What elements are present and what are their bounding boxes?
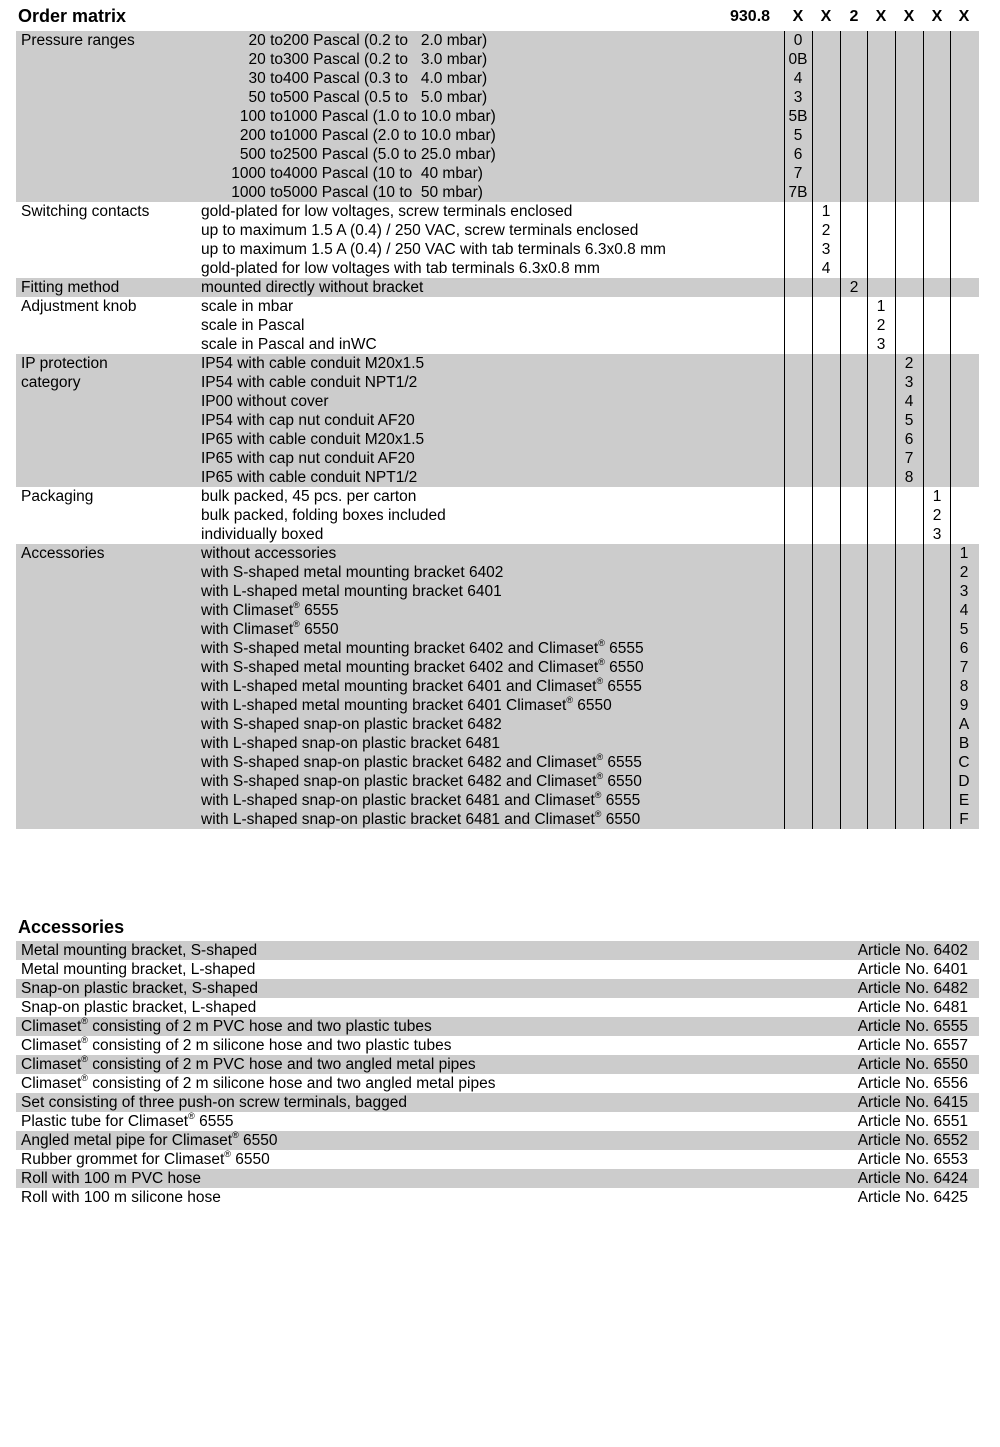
- matrix-row: [16, 487, 979, 506]
- option-text: with S-shaped metal mounting bracket 6402 and Climaset: [201, 640, 599, 657]
- matrix-row: [16, 278, 979, 297]
- accessory-name-text: Snap-on plastic bracket, S-shaped: [21, 980, 258, 997]
- accessory-name: [21, 1112, 234, 1131]
- option-code: 2: [904, 355, 914, 372]
- column-header-6: X: [931, 8, 943, 25]
- option-text: without accessories: [201, 545, 337, 562]
- accessory-row: [16, 1036, 979, 1055]
- matrix-row: [16, 810, 979, 829]
- article-number: Article No. 6415: [857, 1094, 968, 1111]
- option-description: [201, 335, 377, 354]
- accessory-row: [16, 1131, 979, 1150]
- accessory-row: [16, 998, 979, 1017]
- option-description: [201, 677, 642, 696]
- registered-mark: ®: [224, 1148, 231, 1159]
- option-text: gold-plated for low voltages with tab terminals 6.3x0.8 mm: [201, 260, 600, 277]
- option-text: IP54 with cable conduit NPT1/2: [201, 374, 418, 391]
- matrix-category-label: Accessories: [21, 545, 105, 562]
- column-divider: [840, 31, 841, 829]
- option-text-suffix: 6555: [603, 678, 642, 695]
- option-text: with L-shaped snap-on plastic bracket 6481: [201, 735, 500, 752]
- matrix-row: [16, 639, 979, 658]
- accessory-name-text: Roll with 100 m silicone hose: [21, 1189, 221, 1206]
- registered-mark: ®: [81, 1072, 88, 1083]
- option-text: with S-shaped snap-on plastic bracket 6482 and Climaset: [201, 754, 597, 771]
- column-header-5: X: [903, 8, 915, 25]
- matrix-row: [16, 392, 979, 411]
- accessory-name-text: Metal mounting bracket, L-shaped: [21, 961, 256, 978]
- option-code: 3: [793, 89, 803, 106]
- matrix-row: [16, 753, 979, 772]
- pressure-range-to: 1000 Pascal (2.0 to 10.0 mbar): [283, 127, 496, 144]
- option-code: B: [958, 735, 970, 752]
- matrix-group: [16, 544, 979, 829]
- option-code: 9: [959, 697, 969, 714]
- pressure-range-to: 300 Pascal (0.2 to 3.0 mbar): [283, 51, 488, 68]
- matrix-row: [16, 772, 979, 791]
- option-description: [201, 316, 304, 335]
- option-code: 5B: [788, 108, 808, 125]
- option-code: 7: [959, 659, 969, 676]
- accessory-name: [21, 1169, 201, 1188]
- option-code: 5: [904, 412, 914, 429]
- accessory-name-suffix: consisting of 2 m silicone hose and two angled metal pipes: [87, 1075, 496, 1092]
- article-number: Article No. 6424: [857, 1170, 968, 1187]
- order-matrix-header: [16, 0, 979, 31]
- accessory-name-text: Rubber grommet for Climaset: [21, 1151, 225, 1168]
- matrix-row: [16, 677, 979, 696]
- pressure-range-from: 200 to: [239, 127, 283, 144]
- option-code: 7: [793, 165, 803, 182]
- accessory-name-suffix: consisting of 2 m PVC hose and two angled metal pipes: [87, 1056, 476, 1073]
- option-code: 1: [821, 203, 831, 220]
- option-text: with L-shaped snap-on plastic bracket 6481 and Climaset: [201, 792, 595, 809]
- accessory-name-text: Plastic tube for Climaset: [21, 1113, 189, 1130]
- matrix-row: [16, 468, 979, 487]
- accessory-name: [21, 1074, 495, 1093]
- matrix-row: [16, 69, 979, 88]
- accessory-name-suffix: consisting of 2 m PVC hose and two plastic tubes: [87, 1018, 432, 1035]
- option-code: 5: [959, 621, 969, 638]
- accessory-row: [16, 1112, 979, 1131]
- pressure-range-from: 20 to: [248, 32, 283, 49]
- option-code: 0B: [788, 51, 808, 68]
- option-code: 2: [876, 317, 886, 334]
- matrix-row: [16, 449, 979, 468]
- accessory-name: [21, 998, 256, 1017]
- option-text: with S-shaped snap-on plastic bracket 6482 and Climaset: [201, 773, 597, 790]
- option-text-suffix: 6555: [604, 640, 644, 657]
- matrix-row: [16, 259, 979, 278]
- pressure-range-to: 2500 Pascal (5.0 to 25.0 mbar): [283, 146, 496, 163]
- option-code: 4: [793, 70, 803, 87]
- matrix-row: [16, 506, 979, 525]
- option-code: E: [958, 792, 970, 809]
- matrix-row: [16, 354, 979, 373]
- matrix-row: [16, 31, 979, 50]
- pressure-range-from: 500 to: [239, 146, 283, 163]
- option-description: [201, 810, 640, 829]
- option-description: [201, 601, 339, 620]
- option-text: with L-shaped metal mounting bracket 6401: [201, 583, 502, 600]
- matrix-row: [16, 202, 979, 221]
- matrix-group: [16, 278, 979, 297]
- matrix-row: [16, 183, 979, 202]
- registered-mark: ®: [598, 656, 605, 667]
- matrix-row: [16, 411, 979, 430]
- matrix-group: [16, 354, 979, 487]
- pressure-range-from: 1000 to: [231, 165, 283, 182]
- option-description: [201, 449, 415, 468]
- option-text: with S-shaped snap-on plastic bracket 6482: [201, 716, 502, 733]
- matrix-category-label: Pressure ranges: [21, 32, 135, 49]
- matrix-group: [16, 487, 979, 544]
- option-text: individually boxed: [201, 526, 324, 543]
- option-code: 6: [959, 640, 969, 657]
- option-description: [201, 373, 417, 392]
- column-divider: [923, 31, 924, 829]
- option-code: 1: [876, 298, 886, 315]
- article-number: Article No. 6425: [857, 1189, 968, 1206]
- accessory-name-suffix: 6555: [194, 1113, 234, 1130]
- accessory-row: [16, 941, 979, 960]
- option-text: with L-shaped snap-on plastic bracket 6481 and Climaset: [201, 811, 595, 828]
- column-header-4: X: [875, 8, 887, 25]
- option-code: 2: [849, 279, 859, 296]
- pressure-range-from: 100 to: [239, 108, 283, 125]
- option-code: 5: [793, 127, 803, 144]
- option-text: IP65 with cable conduit M20x1.5: [201, 431, 425, 448]
- option-text: bulk packed, folding boxes included: [201, 507, 446, 524]
- accessory-name-text: Metal mounting bracket, S-shaped: [21, 942, 258, 959]
- column-divider: [950, 31, 951, 829]
- option-code: 2: [932, 507, 942, 524]
- option-description: [201, 468, 417, 487]
- option-text: with S-shaped metal mounting bracket 6402: [201, 564, 504, 581]
- option-code: 2: [959, 564, 969, 581]
- order-matrix-title: Order matrix: [18, 6, 127, 26]
- column-header-7: X: [958, 8, 970, 25]
- pressure-range-from: 1000 to: [231, 184, 283, 201]
- option-description: [201, 221, 638, 240]
- accessory-name: [21, 1036, 452, 1055]
- option-description: [201, 430, 424, 449]
- accessory-row: [16, 1150, 979, 1169]
- option-text: scale in Pascal: [201, 317, 305, 334]
- matrix-row: [16, 620, 979, 639]
- accessory-row: [16, 1169, 979, 1188]
- matrix-row: [16, 715, 979, 734]
- option-code: D: [958, 773, 970, 790]
- accessory-row: [16, 1188, 979, 1207]
- column-divider: [895, 31, 896, 829]
- matrix-row: [16, 791, 979, 810]
- matrix-category-label: Switching contacts: [21, 203, 150, 220]
- option-text: up to maximum 1.5 A (0.4) / 250 VAC with tab terminals 6.3x0.8 mm: [201, 241, 666, 258]
- option-description: [201, 639, 644, 658]
- matrix-category-label: Packaging: [21, 488, 94, 505]
- matrix-row: [16, 544, 979, 563]
- article-number: Article No. 6550: [857, 1056, 968, 1073]
- option-description: [201, 240, 666, 259]
- option-code: 4: [959, 602, 969, 619]
- option-text: IP54 with cap nut conduit AF20: [201, 412, 415, 429]
- option-text-suffix: 6555: [603, 754, 642, 771]
- option-description: [201, 411, 415, 430]
- accessory-row: [16, 1093, 979, 1112]
- accessory-name: [21, 1131, 278, 1150]
- option-code: 1: [959, 545, 969, 562]
- accessory-row: [16, 979, 979, 998]
- registered-mark: ®: [596, 770, 604, 781]
- matrix-row: [16, 50, 979, 69]
- accessory-name-suffix: 6550: [238, 1132, 278, 1149]
- column-divider: [784, 31, 785, 829]
- registered-mark: ®: [594, 808, 602, 819]
- registered-mark: ®: [293, 618, 300, 629]
- matrix-category-label: IP protection: [21, 355, 108, 372]
- accessory-name-text: Angled metal pipe for Climaset: [21, 1132, 233, 1149]
- option-text: bulk packed, 45 pcs. per carton: [201, 488, 417, 505]
- pressure-range-to: 200 Pascal (0.2 to 2.0 mbar): [283, 32, 488, 49]
- matrix-category-label: Adjustment knob: [21, 298, 137, 315]
- article-number: Article No. 6402: [857, 942, 968, 959]
- option-text: scale in Pascal and inWC: [201, 336, 377, 353]
- registered-mark: ®: [232, 1129, 239, 1140]
- option-description: [201, 202, 572, 221]
- column-header-1: X: [792, 8, 804, 25]
- accessory-name-suffix: 6550: [230, 1151, 270, 1168]
- option-code: A: [958, 716, 970, 733]
- option-code: 0: [793, 32, 803, 49]
- option-code: 3: [904, 374, 914, 391]
- option-description: [201, 487, 416, 506]
- column-divider: [867, 31, 868, 829]
- registered-mark: ®: [598, 637, 605, 648]
- article-number: Article No. 6401: [857, 961, 968, 978]
- matrix-row: [16, 582, 979, 601]
- accessory-name: [21, 1017, 432, 1036]
- matrix-row: [16, 373, 979, 392]
- option-description: [201, 696, 612, 715]
- option-code: 3: [959, 583, 969, 600]
- matrix-group: [16, 297, 979, 354]
- option-description: [201, 259, 600, 278]
- option-description: [201, 392, 329, 411]
- article-number: Article No. 6552: [857, 1132, 968, 1149]
- matrix-row: [16, 221, 979, 240]
- option-description: [201, 506, 446, 525]
- option-code: 4: [821, 260, 831, 277]
- option-code: 7: [904, 450, 914, 467]
- option-text-suffix: 6555: [299, 602, 339, 619]
- option-description: [201, 734, 500, 753]
- option-text: with S-shaped metal mounting bracket 6402 and Climaset: [201, 659, 599, 676]
- option-description: [201, 525, 323, 544]
- pressure-range-from: 30 to: [248, 70, 283, 87]
- option-description: [201, 544, 336, 563]
- matrix-row: [16, 601, 979, 620]
- option-text: scale in mbar: [201, 298, 294, 315]
- matrix-row: [16, 430, 979, 449]
- pressure-range-to: 1000 Pascal (1.0 to 10.0 mbar): [283, 108, 496, 125]
- option-text-suffix: 6550: [601, 811, 641, 828]
- accessory-name: [21, 1150, 270, 1169]
- option-text: with L-shaped metal mounting bracket 6401 and Climaset: [201, 678, 597, 695]
- option-text: with Climaset: [201, 621, 294, 638]
- matrix-row: [16, 88, 979, 107]
- option-text: with L-shaped metal mounting bracket 6401 Climaset: [201, 697, 567, 714]
- registered-mark: ®: [596, 675, 604, 686]
- pressure-range-to: 4000 Pascal (10 to 40 mbar): [283, 165, 483, 182]
- matrix-row: [16, 297, 979, 316]
- accessory-name-suffix: consisting of 2 m silicone hose and two plastic tubes: [87, 1037, 452, 1054]
- matrix-row: [16, 658, 979, 677]
- option-code: 2: [821, 222, 831, 239]
- matrix-row: [16, 525, 979, 544]
- option-code: 3: [932, 526, 942, 543]
- accessory-name-text: Snap-on plastic bracket, L-shaped: [21, 999, 257, 1016]
- column-divider: [812, 31, 813, 829]
- article-number: Article No. 6557: [857, 1037, 968, 1054]
- option-text-suffix: 6550: [603, 773, 642, 790]
- accessories-list: [16, 941, 979, 1207]
- matrix-row: [16, 335, 979, 354]
- page-content: [16, 0, 979, 1207]
- accessory-name-text: Climaset: [21, 1075, 82, 1092]
- option-code: 3: [821, 241, 831, 258]
- option-text: IP00 without cover: [201, 393, 329, 410]
- option-description: [201, 620, 339, 639]
- matrix-row: [16, 734, 979, 753]
- option-description: [201, 658, 644, 677]
- accessory-name: [21, 1188, 221, 1207]
- registered-mark: ®: [596, 751, 604, 762]
- order-code-prefix: 930.8: [730, 8, 771, 25]
- option-text-suffix: 6550: [299, 621, 339, 638]
- option-text: with Climaset: [201, 602, 294, 619]
- option-text: up to maximum 1.5 A (0.4) / 250 VAC, screw terminals enclosed: [201, 222, 639, 239]
- option-description: [201, 772, 642, 791]
- matrix-row: [16, 240, 979, 259]
- registered-mark: ®: [81, 1034, 88, 1045]
- accessory-row: [16, 1074, 979, 1093]
- matrix-row: [16, 696, 979, 715]
- accessory-name: [21, 979, 258, 998]
- option-code: C: [958, 754, 970, 771]
- article-number: Article No. 6551: [857, 1113, 968, 1130]
- article-number: Article No. 6556: [857, 1075, 968, 1092]
- option-code: 3: [876, 336, 886, 353]
- accessory-row: [16, 1055, 979, 1074]
- option-text: IP54 with cable conduit M20x1.5: [201, 355, 425, 372]
- matrix-row: [16, 107, 979, 126]
- registered-mark: ®: [188, 1110, 195, 1121]
- option-description: [201, 563, 503, 582]
- pressure-range-to: 5000 Pascal (10 to 50 mbar): [283, 184, 483, 201]
- column-header-2: X: [820, 8, 832, 25]
- matrix-group: [16, 202, 979, 278]
- option-code: 1: [932, 488, 942, 505]
- registered-mark: ®: [81, 1015, 88, 1026]
- option-code: 4: [904, 393, 914, 410]
- accessory-row: [16, 960, 979, 979]
- order-matrix-body: [16, 31, 979, 829]
- pressure-range-from: 50 to: [248, 89, 283, 106]
- matrix-category-label: Fitting method: [21, 279, 120, 296]
- option-description: [201, 791, 640, 810]
- accessory-name-text: Climaset: [21, 1037, 82, 1054]
- accessory-name-text: Set consisting of three push-on screw terminals, bagged: [21, 1094, 407, 1111]
- option-code: 6: [793, 146, 803, 163]
- accessory-name: [21, 941, 257, 960]
- option-text: gold-plated for low voltages, screw terminals enclosed: [201, 203, 573, 220]
- option-text: mounted directly without bracket: [201, 279, 424, 296]
- option-description: [201, 354, 424, 373]
- column-header-3: 2: [849, 8, 859, 25]
- option-text: IP65 with cable conduit NPT1/2: [201, 469, 418, 486]
- option-text-suffix: 6550: [604, 659, 644, 676]
- article-number: Article No. 6482: [857, 980, 968, 997]
- article-number: Article No. 6555: [857, 1018, 968, 1035]
- accessory-name-text: Climaset: [21, 1018, 82, 1035]
- article-number: Article No. 6481: [857, 999, 968, 1016]
- option-description: [201, 753, 642, 772]
- option-code: 7B: [788, 184, 808, 201]
- option-text-suffix: 6550: [572, 697, 612, 714]
- pressure-range-from: 20 to: [248, 51, 283, 68]
- option-description: [201, 297, 293, 316]
- option-code: 8: [959, 678, 969, 695]
- accessory-row: [16, 1017, 979, 1036]
- option-text-suffix: 6555: [601, 792, 641, 809]
- accessory-name: [21, 960, 255, 979]
- matrix-group: [16, 31, 979, 202]
- accessory-name: [21, 1055, 476, 1074]
- option-description: [201, 715, 502, 734]
- matrix-row: [16, 126, 979, 145]
- registered-mark: ®: [293, 599, 300, 610]
- registered-mark: ®: [81, 1053, 88, 1064]
- matrix-category-label: category: [21, 374, 81, 391]
- accessories-title: Accessories: [18, 917, 125, 937]
- matrix-row: [16, 563, 979, 582]
- accessory-name-text: Roll with 100 m PVC hose: [21, 1170, 202, 1187]
- matrix-row: [16, 164, 979, 183]
- pressure-range-to: 400 Pascal (0.3 to 4.0 mbar): [283, 70, 488, 87]
- matrix-row: [16, 145, 979, 164]
- accessory-name-text: Climaset: [21, 1056, 82, 1073]
- option-code: 6: [904, 431, 914, 448]
- registered-mark: ®: [566, 694, 573, 705]
- option-text: IP65 with cap nut conduit AF20: [201, 450, 415, 467]
- matrix-row: [16, 316, 979, 335]
- option-code: 8: [904, 469, 914, 486]
- option-description: [201, 582, 502, 601]
- option-description: [201, 278, 423, 297]
- article-number: Article No. 6553: [857, 1151, 968, 1168]
- accessory-name: [21, 1093, 407, 1112]
- option-code: F: [959, 811, 969, 828]
- pressure-range-to: 500 Pascal (0.5 to 5.0 mbar): [283, 89, 488, 106]
- order-matrix-table: [16, 31, 979, 829]
- registered-mark: ®: [594, 789, 602, 800]
